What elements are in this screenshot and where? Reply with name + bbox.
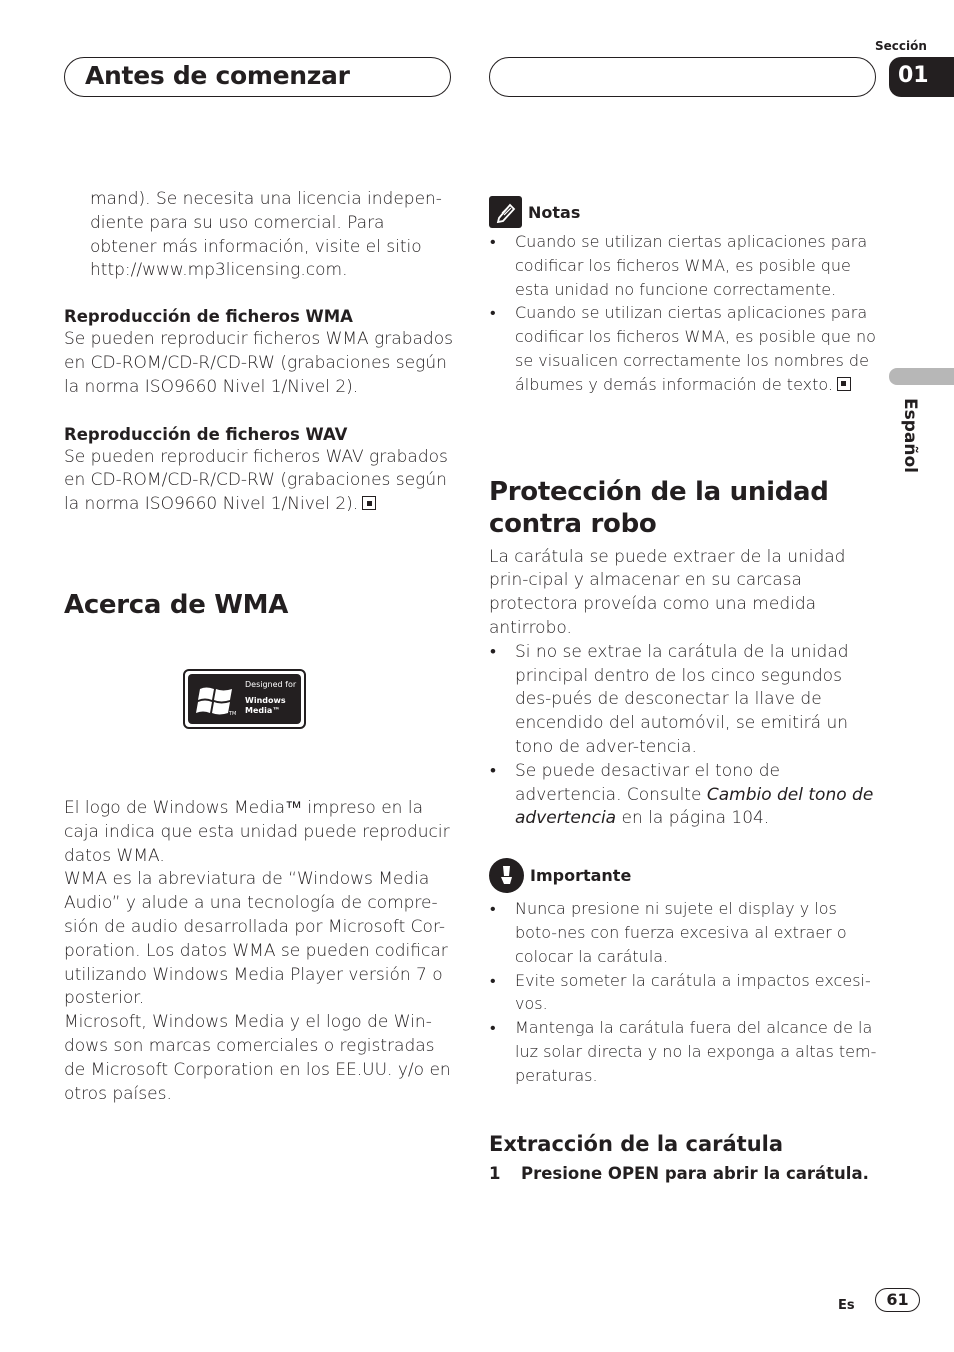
- proteccion-text: La carátula se puede extraer de la unidad prin-cipal y almacenar en su carcasa protectora proveída como una medida antirrobo.: [489, 546, 846, 638]
- notes-label: Notas: [528, 202, 581, 222]
- windows-media-logo: [183, 669, 306, 729]
- left-column: [64, 188, 454, 1106]
- header-title-frame: [64, 57, 451, 97]
- wma-playback-text: Se pueden reproducir ficheros WMA grabados en CD-ROM/CD-R/CD-RW (grabaciones según la norma ISO9660 Nivel 1/Nivel 2).: [64, 329, 453, 397]
- important-list: [489, 897, 881, 1087]
- step-1: [489, 1163, 881, 1185]
- list-item: [489, 301, 881, 396]
- logo-windows-media: [245, 696, 286, 716]
- header-right-frame: [489, 57, 876, 97]
- proteccion-title: Protección de la unidad contra robo: [489, 476, 829, 539]
- wma-definition-paragraph: WMA es la abreviatura de “Windows Media Audio” y alude a una tecnología de compre-sión de audio desarrollada por Microsoft Cor-poration. Los datos WMA se pueden codificar utilizando Windows Media Player versión 7 o posterior.: [64, 869, 448, 1009]
- list-item: [489, 760, 881, 831]
- notes-header: [489, 196, 881, 228]
- step-text: Presione OPEN para abrir la carátula.: [521, 1163, 869, 1183]
- footer-language: Es: [838, 1298, 855, 1313]
- wav-playback-text: Se pueden reproducir ficheros WAV grabados en CD-ROM/CD-R/CD-RW (grabaciones según la norma ISO9660 Nivel 1/Nivel 2).: [64, 446, 448, 515]
- list-item: • Nunca presione ni sujete el display y los boto-nes con fuerza excesiva al extraer o colocar la carátula.: [489, 897, 881, 968]
- header-title: Antes de comenzar: [85, 61, 350, 90]
- section-number: 01: [889, 57, 954, 97]
- list-item: • Evite someter la carátula a impactos excesi-vos.: [489, 969, 881, 1017]
- language-tab: [889, 368, 954, 385]
- list-item: • Si no se extrae la carátula de la unidad principal dentro de los cinco segundos des-pués de desconectar la llave de encendido del automóvil, se emitirá un tono de adver-tencia.: [489, 641, 881, 760]
- important-hand-icon: [489, 858, 524, 893]
- list-item: • Cuando se utilizan ciertas aplicaciones para codificar los ficheros WMA, es posible que esta unidad no funcione correctamente.: [489, 230, 881, 301]
- bullet-text-a: Se puede desactivar el tono de advertencia. Consulte: [515, 760, 780, 805]
- end-mark-icon: [362, 496, 376, 510]
- right-column: [489, 196, 881, 1185]
- wma-playback-heading: Reproducción de ficheros WMA: [64, 307, 353, 327]
- windows-logo-inner: [188, 674, 301, 724]
- logo-tm: TM: [229, 710, 237, 717]
- page-number: 61: [875, 1288, 920, 1312]
- list-item: • Mantenga la carátula fuera del alcance de la luz solar directa y no la exponga a altas tem-peraturas.: [489, 1016, 881, 1087]
- trademark-paragraph: Microsoft, Windows Media y el logo de Win-dows son marcas comerciales o registradas de Microsoft Corporation en los EE.UU. y/o en otros países.: [64, 1012, 451, 1104]
- important-label: Importante: [530, 865, 632, 885]
- end-mark-icon: [837, 377, 851, 391]
- logo-media-word: Media™: [245, 705, 281, 715]
- important-header: [489, 859, 881, 891]
- intro-text: mand). Se necesita una licencia indepen-diente para su uso comercial. Para obtener más información, visite el sitio http://www.mp3licensing.com.: [90, 189, 442, 281]
- section-label: Sección: [875, 39, 927, 53]
- wma-logo-paragraph: El logo de Windows Media™ impreso en la caja indica que esta unidad puede reproducir datos WMA.: [64, 797, 450, 866]
- notes-list: [489, 230, 881, 397]
- note-text: Cuando se utilizan ciertas aplicaciones para codificar los ficheros WMA, es posible que no se visualicen correctamente los nombres de álbumes y demás información de texto.: [515, 303, 876, 394]
- pencil-icon: [489, 196, 522, 228]
- proteccion-list: [489, 641, 881, 831]
- language-label: Español: [900, 398, 920, 473]
- bullet-text-b: en la página 104.: [616, 808, 770, 829]
- acerca-wma-title: Acerca de WMA: [64, 589, 289, 620]
- wav-playback-heading: Reproducción de ficheros WAV: [64, 424, 348, 444]
- wav-playback-paragraph: [64, 446, 454, 517]
- logo-designed-for: Designed for: [245, 679, 297, 689]
- cross-reference: Cambio del tono de advertencia: [515, 784, 874, 829]
- extraccion-title: Extracción de la carátula: [489, 1131, 784, 1156]
- step-number: 1: [489, 1163, 501, 1183]
- logo-windows-word: Windows: [245, 695, 286, 705]
